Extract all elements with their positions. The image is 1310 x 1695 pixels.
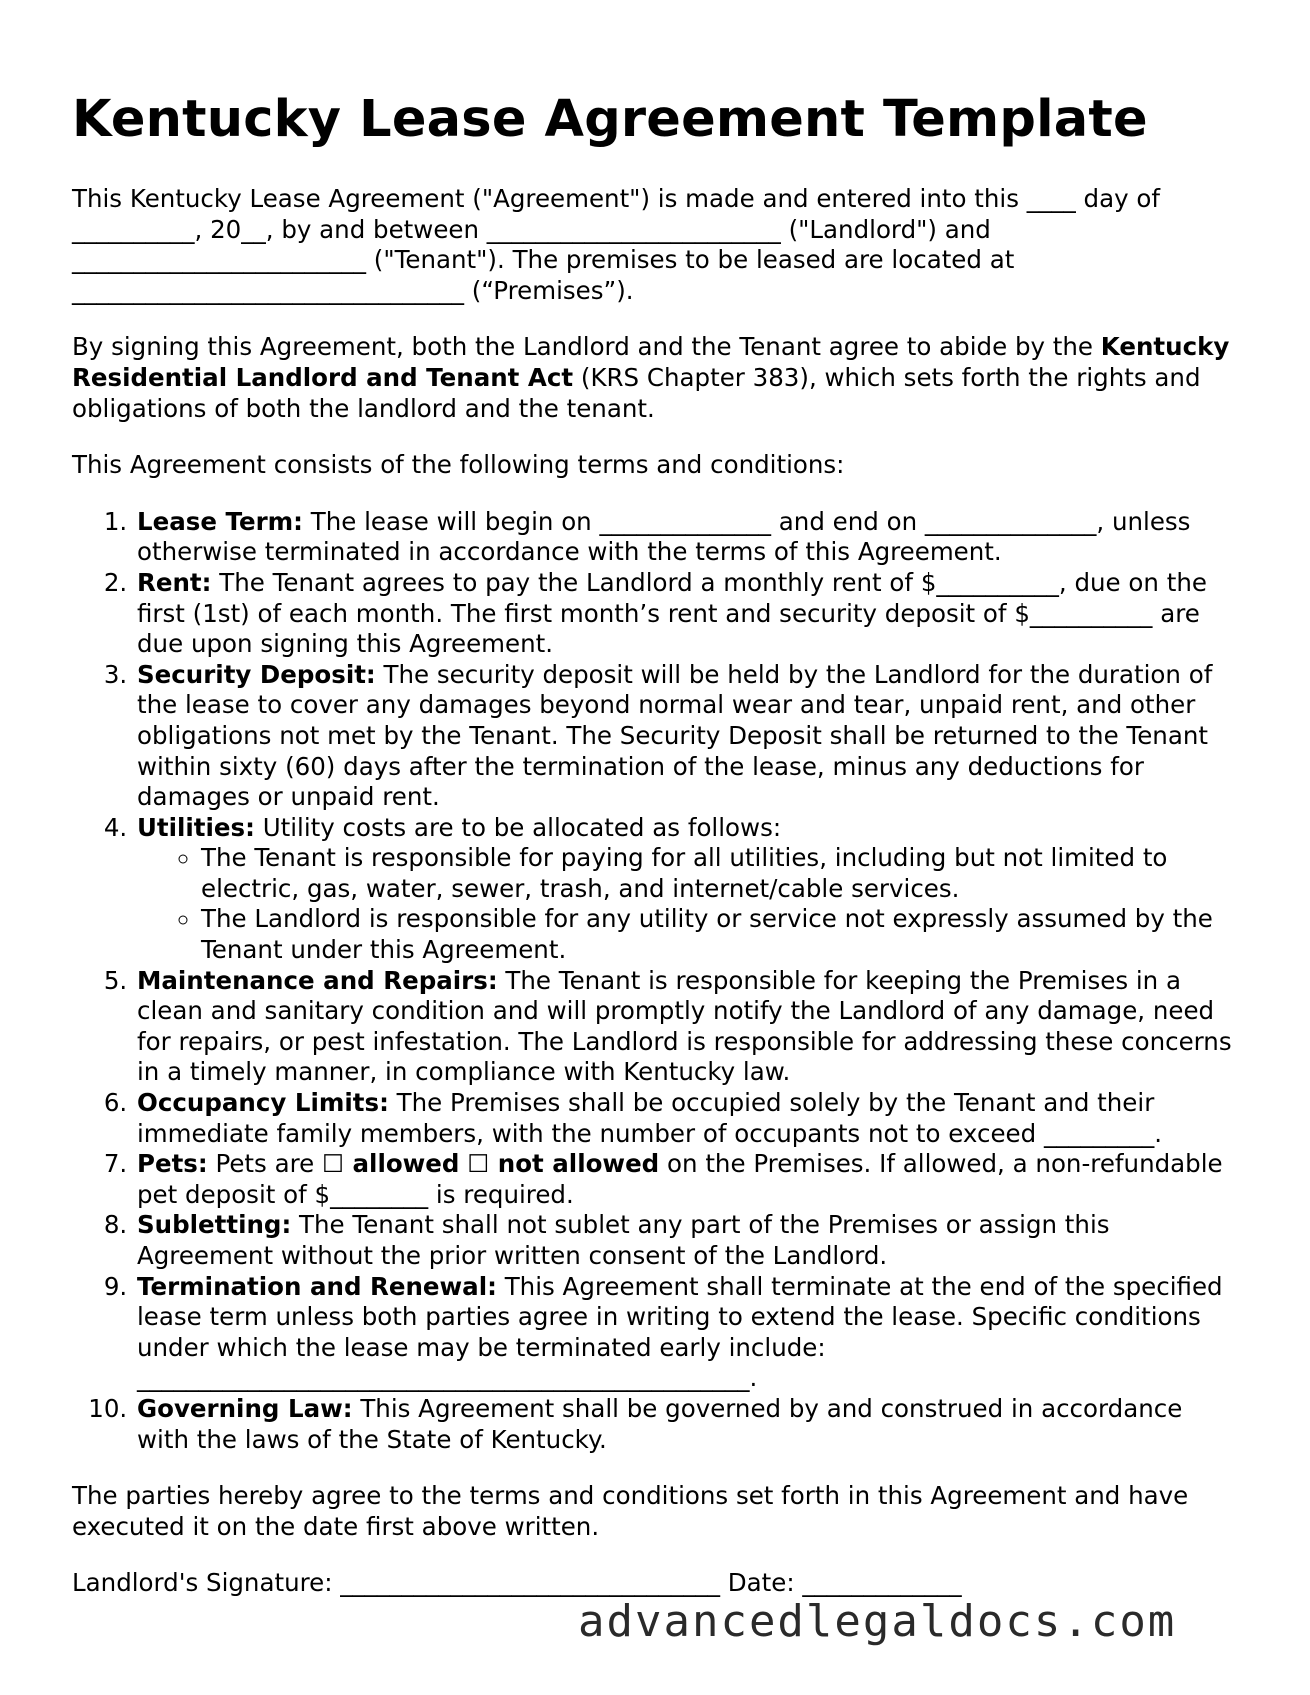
term-lease-term: [135, 507, 1242, 568]
term-governing-law: [135, 1394, 1242, 1455]
term-heading: Utilities:: [137, 812, 255, 842]
pets-allowed-checkbox: ☐ allowed: [322, 1149, 460, 1179]
term-heading: Maintenance and Repairs:: [137, 965, 498, 995]
term-text: The Tenant shall not sublet any part of the Premises or assign this Agreement without the prior written consent of the Landlord.: [137, 1210, 1110, 1270]
act-text-before: By signing this Agreement, both the Landlord and the Tenant agree to abide by the: [72, 332, 1101, 362]
term-text: This Agreement shall be governed by and construed in accordance with the laws of the State of Kentucky.: [137, 1393, 1183, 1454]
term-heading: Pets:: [137, 1149, 208, 1179]
term-text: Utility costs are to be allocated as follows:: [254, 812, 782, 842]
pets-prefix: Pets are: [207, 1149, 323, 1179]
utilities-sublist: [137, 843, 1242, 965]
term-text: The lease will begin on ______________ and end on ______________, unless otherwise terminated in accordance with the terms of this Agreement.: [137, 506, 1191, 567]
term-rent: [135, 568, 1242, 660]
act-name: Kentucky Residential Landlord and Tenant Act: [72, 332, 1230, 392]
term-heading: Subletting:: [137, 1210, 292, 1240]
utilities-subitem-tenant: ◦ The Tenant is responsible for paying for all utilities, including but not limited to electric, gas, water, sewer, trash, and internet/cable services.: [201, 843, 1242, 904]
term-heading: Security Deposit:: [137, 659, 376, 689]
term-text: The Tenant agrees to pay the Landlord a monthly rent of $__________, due on the first (1st) of each month. The first month’s rent and security deposit of $__________ are due upon signing this Agreement.: [137, 567, 1207, 659]
closing-paragraph: The parties hereby agree to the terms and conditions set forth in this Agreement and have executed it on the date first above written.: [72, 1481, 1189, 1541]
term-text: The security deposit will be held by the Landlord for the duration of the lease to cover any damages beyond normal wear and tear, unpaid rent, and other obligations not met by the Tenant. The Security Deposit shall be returned to the Tenant within sixty (60) days after the termination of the lease, minus any deductions for damages or unpaid rent.: [137, 659, 1213, 812]
intro-paragraph: This Kentucky Lease Agreement ("Agreement") is made and entered into this ____ day of __________, 20__, by and between ________________________ ("Landlord") and ________________________ ("Tenant"). The premises to be leased are located at ________________________________ (“Premises”).: [72, 184, 1161, 305]
term-heading: Occupancy Limits:: [137, 1088, 389, 1118]
term-heading: Termination and Renewal:: [137, 1271, 497, 1301]
term-heading: Governing Law:: [137, 1393, 353, 1423]
pets-suffix: on the Premises. If allowed, a non-refundable pet deposit of $________ is required.: [137, 1149, 1223, 1209]
term-termination: [135, 1272, 1242, 1394]
act-text-after: (KRS Chapter 383), which sets forth the rights and obligations of both the landlord and the tenant.: [72, 362, 1201, 423]
term-text: The Premises shall be occupied solely by the Tenant and their immediate family members, with the number of occupants not to exceed _________.: [137, 1088, 1162, 1148]
term-security-deposit: [135, 660, 1242, 813]
pets-not-allowed-checkbox: ☐ not allowed: [467, 1149, 660, 1179]
document-title: Kentucky Lease Agreement Template: [72, 90, 1148, 149]
term-text: The Tenant is responsible for keeping the Premises in a clean and sanitary condition and will promptly notify the Landlord of any damage, need for repairs, or pest infestation. The Landlord is responsible for addressing these concerns in a timely manner, in compliance with Kentucky law.: [137, 965, 1232, 1087]
act-paragraph: [72, 332, 1242, 424]
term-text: This Agreement shall terminate at the end of the specified lease term unless both parties agree in writing to extend the lease. Specific conditions under which the lease may be terminated early include: __________________________________________________.: [137, 1271, 1223, 1393]
term-heading: Rent:: [137, 567, 212, 597]
landlord-signature-line: Landlord's Signature: _______________________________ Date: _____________: [72, 1568, 962, 1598]
terms-intro: This Agreement consists of the following terms and conditions:: [72, 450, 845, 480]
utilities-subitem-landlord: ◦ The Landlord is responsible for any utility or service not expressly assumed by the Tenant under this Agreement.: [201, 904, 1242, 965]
term-subletting: [135, 1210, 1242, 1271]
term-utilities: [135, 813, 1242, 966]
term-pets: [135, 1149, 1242, 1210]
term-maintenance: [135, 966, 1242, 1088]
term-heading: Lease Term:: [137, 506, 303, 536]
terms-list: [72, 507, 1242, 1455]
lease-document: [72, 90, 1242, 1599]
term-occupancy: [135, 1088, 1242, 1149]
watermark: advancedlegaldocs.com: [578, 1596, 1177, 1647]
